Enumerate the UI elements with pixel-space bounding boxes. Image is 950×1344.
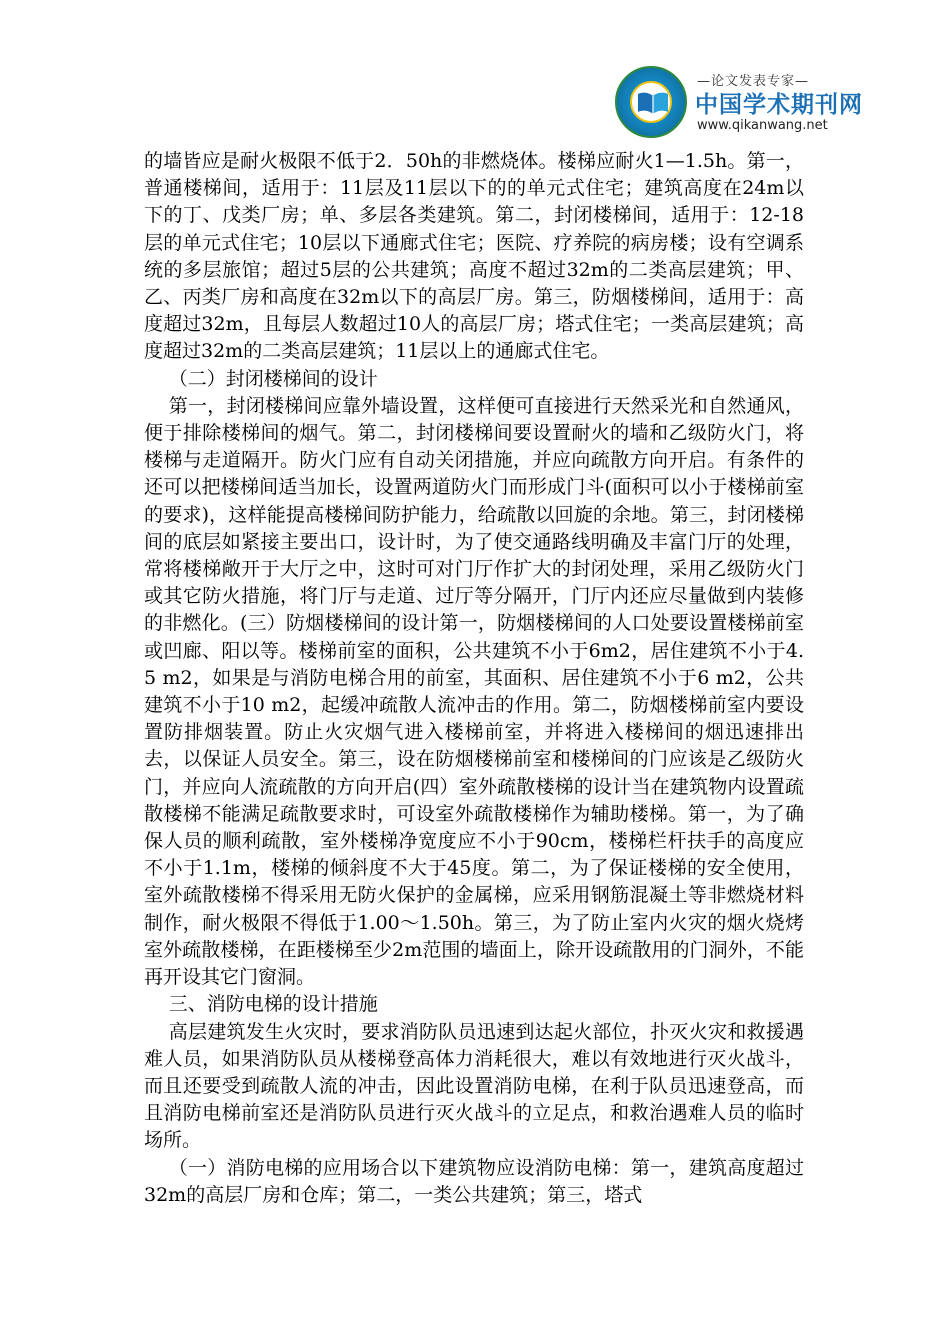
document-body <box>144 148 804 1209</box>
paragraph: （一）消防电梯的应用场合以下建筑物应设消防电梯：第一，建筑高度超过32m的高层厂房和仓库；第二，一类公共建筑；第三，塔式 <box>144 1156 804 1206</box>
logo-name: 中国学术期刊网 <box>695 92 863 118</box>
logo-url: www.qikanwang.net <box>697 118 828 133</box>
section-heading: 三、消防电梯的设计措施 <box>168 993 378 1016</box>
paragraph: 的墙皆应是耐火极限不低于2．50h的非燃烧体。楼梯应耐火1—1.5h。第一，普通楼梯间，适用于：11层及11层以下的的单元式住宅；建筑高度在24m以下的丁、戊类厂房；单、多层各类建筑。第二，封闭楼梯间，适用于：12-18层的单元式住宅；10层以下通廊式住宅；医院、疗养院的病房楼；设有空调系统的多层旅馆；超过5层的公共建筑；高度不超过32m的二类高层建筑；甲、乙、丙类厂房和高度在32m以下的高层厂房。第三，防烟楼梯间，适用于：高度超过32m，且每层人数超过10人的高层厂房；塔式住宅；一类高层建筑；高度超过32m的二类高层建筑；11层以上的通廊式住宅。 <box>144 150 804 363</box>
paragraph: 高层建筑发生火灾时，要求消防队员迅速到达起火部位，扑灭火灾和救援遇难人员，如果消防队员从楼梯登高体力消耗很大，难以有效地进行灭火战斗，而且还要受到疏散人流的冲击，因此设置消防电梯，在利于队员迅速登高，而且消防电梯前室还是消防队员进行灭火战斗的立足点，和救治遇难人员的临时场所。 <box>144 1020 804 1152</box>
open-book-icon <box>636 90 670 116</box>
logo-tagline: —论文发表专家— <box>697 74 810 89</box>
logo-seal <box>615 66 687 138</box>
paragraph: 第一，封闭楼梯间应靠外墙设置，这样便可直接进行天然采光和自然通风，便于排除楼梯间的烟气。第二，封闭楼梯间要设置耐火的墙和乙级防火门，将楼梯与走道隔开。防火门应有自动关闭措施，并应向疏散方向开启。有条件的还可以把楼梯间适当加长，设置两道防火门而形成门斗(面积可以小于楼梯前室的要求)，这样能提高楼梯间防护能力，给疏散以回旋的余地。第三，封闭楼梯间的底层如紧接主要出口，设计时，为了使交通路线明确及丰富门厅的处理，常将楼梯敞开于大厅之中，这时可对门厅作扩大的封闭处理，采用乙级防火门或其它防火措施，将门厅与走道、过厅等分隔开，门厅内还应尽量做到内装修的非燃化。(三）防烟楼梯间的设计第一，防烟楼梯间的人口处要设置楼梯前室或凹廊、阳以等。楼梯前室的面积，公共建筑不小于6m2，居住建筑不小于4.5 m2，如果是与消防电梯合用的前室，其面积、居住建筑不小于6 m2，公共建筑不小于10 m2，起缓冲疏散人流冲击的作用。第二，防烟楼梯前室内要设置防排烟装置。防止火灾烟气进入楼梯前室，并将进入楼梯间的烟迅速排出去，以保证人员安全。第三，设在防烟楼梯前室和楼梯间的门应该是乙级防火门，并应向人流疏散的方向开启(四）室外疏散楼梯的设计当在建筑物内设置疏散楼梯不能满足疏散要求时，可设室外疏散楼梯作为辅助楼梯。第一，为了确保人员的顺利疏散，室外楼梯净宽度应不小于90cm，楼梯栏杆扶手的高度应不小于1.1m，楼梯的倾斜度不大于45度。第二，为了保证楼梯的安全使用，室外疏散楼梯不得采用无防火保护的金属梯，应采用钢筋混凝土等非燃烧材料制作，耐火极限不得低于1.00～1.50h。第三，为了防止室内火灾的烟火烧烤室外疏散楼梯，在距楼梯至少2m范围的墙面上，除开设疏散用的门洞外，不能再开设其它门窗洞。 <box>144 394 804 989</box>
section-heading: （二）封闭楼梯间的设计 <box>168 367 378 390</box>
site-logo <box>615 66 863 146</box>
